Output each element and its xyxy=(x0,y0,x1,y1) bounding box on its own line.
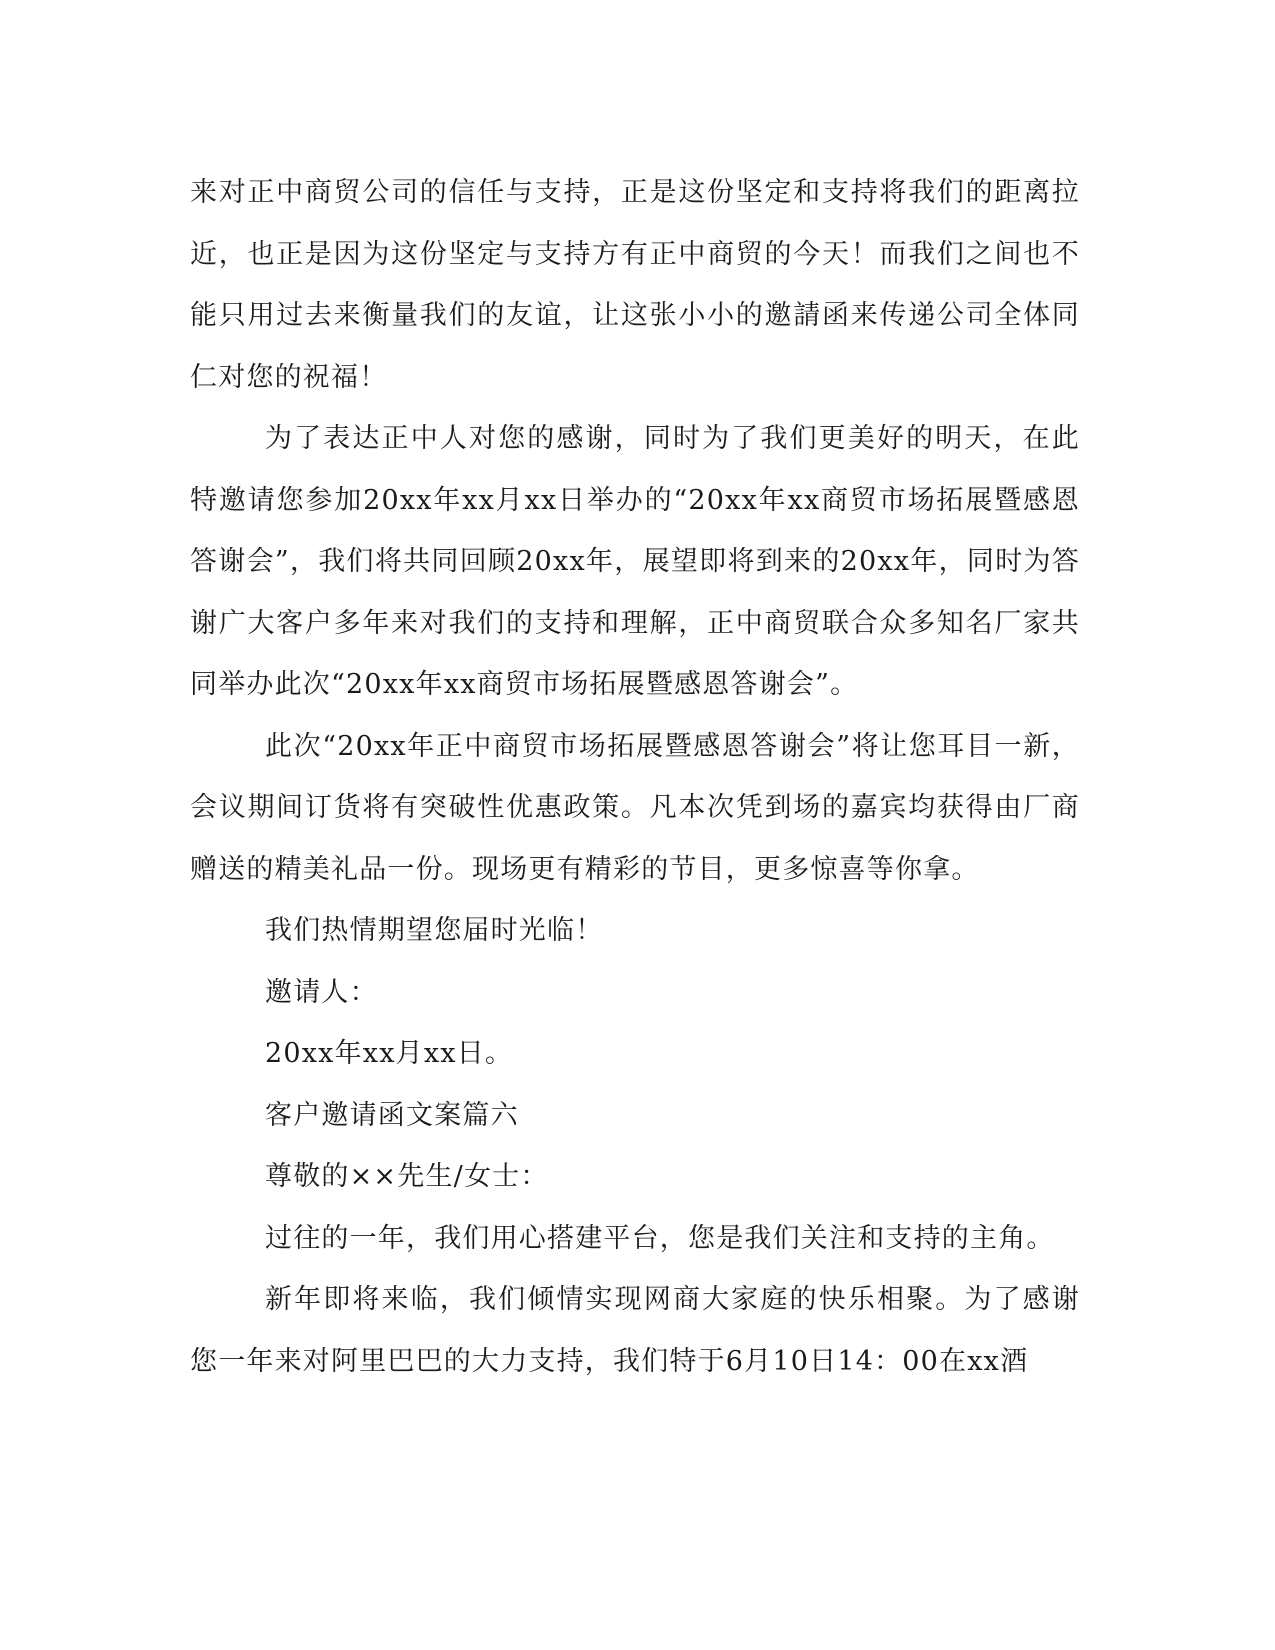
paragraph-invitation-details: 为了表达正中人对您的感谢，同时为了我们更美好的明天，在此特邀请您参加20xx年xx月xx日举办的“20xx年xx商贸市场拓展暨感恩答谢会”，我们将共同回顾20xx年，展望即将到来的20xx年，同时为答谢广大客户多年来对我们的支持和理解，正中商贸联合众多知名厂家共同举办此次“20xx年xx商贸市场拓展暨感恩答谢会”。 xyxy=(190,423,1080,700)
inviter-label: 邀请人： xyxy=(265,976,378,1008)
paragraph-past-year: 过往的一年，我们用心搭建平台，您是我们关注和支持的主角。 xyxy=(265,1222,1055,1254)
salutation: 尊敬的××先生/女士： xyxy=(265,1161,549,1192)
paragraph-event-highlights: 此次“20xx年正中商贸市场拓展暨感恩答谢会”将让您耳目一新，会议期间订货将有突破性优惠政策。凡本次凭到场的嘉宾均获得由厂商赠送的精美礼品一份。现场更有精彩的节目，更多惊喜等你拿。 xyxy=(190,730,1080,885)
paragraph-closing-wish: 我们热情期望您届时光临！ xyxy=(265,915,604,946)
paragraph-new-year-gathering: 新年即将来临，我们倾情实现网商大家庭的快乐相聚。为了感谢您一年来对阿里巴巴的大力支持，我们特于6月10日14：00在xx酒 xyxy=(190,1284,1080,1377)
invitation-date: 20xx年xx月xx日。 xyxy=(265,1038,514,1069)
document-body xyxy=(190,162,1080,1392)
section-heading: 客户邀请函文案篇六 xyxy=(265,1099,519,1131)
paragraph-continued-thanks: 来对正中商贸公司的信任与支持，正是这份坚定和支持将我们的距离拉近，也正是因为这份坚定与支持方有正中商贸的今天！而我们之间也不能只用过去来衡量我们的友谊，让这张小小的邀請函来传递公司全体同仁对您的祝福！ xyxy=(190,177,1080,393)
